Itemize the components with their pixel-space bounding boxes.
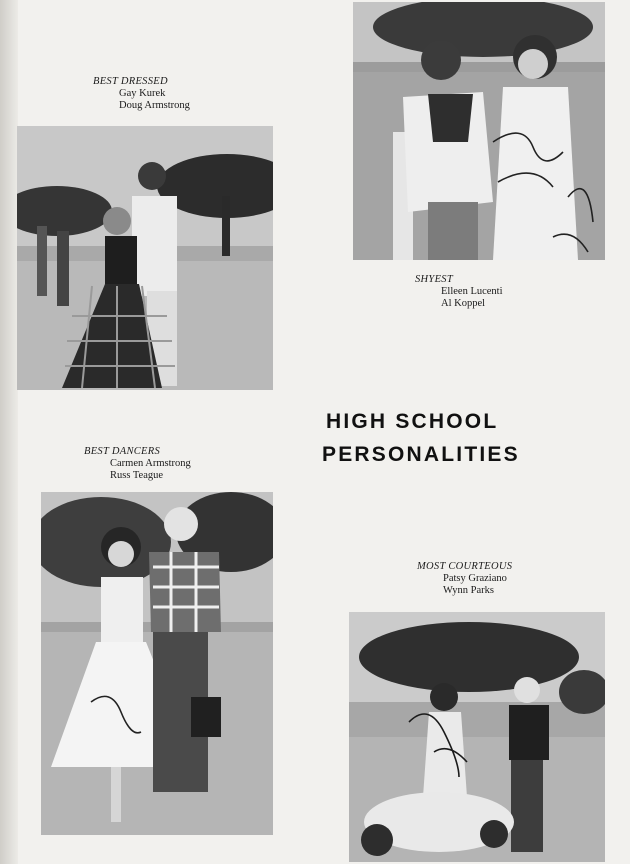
name-line: Russ Teague <box>110 470 164 481</box>
caption-shyest <box>415 274 503 310</box>
name-line: Patsy Graziano <box>443 573 507 584</box>
name-line: Doug Armstrong <box>119 100 190 111</box>
title-line-1: HIGH SCHOOL <box>326 410 499 433</box>
category-label: BEST DRESSED <box>93 76 168 87</box>
photo-most-courteous <box>349 612 605 862</box>
name-line: Gay Kurek <box>119 88 166 99</box>
category-label: SHYEST <box>415 274 453 285</box>
photo-shyest <box>353 2 605 260</box>
name-line: Carmen Armstrong <box>110 458 191 469</box>
page-title <box>322 405 520 471</box>
category-label: MOST COURTEOUS <box>417 561 513 572</box>
caption-most-courteous <box>417 561 512 597</box>
category-label: BEST DANCERS <box>84 446 161 457</box>
name-line: Elleen Lucenti <box>441 286 503 297</box>
name-line: Al Koppel <box>441 298 486 309</box>
title-line-2: PERSONALITIES <box>322 443 520 466</box>
name-line: Wynn Parks <box>443 585 494 596</box>
caption-best-dancers <box>84 446 191 482</box>
photo-best-dancers <box>41 492 273 835</box>
photo-best-dressed <box>17 126 273 390</box>
page-spine-shadow <box>0 0 18 864</box>
caption-best-dressed <box>93 76 190 112</box>
